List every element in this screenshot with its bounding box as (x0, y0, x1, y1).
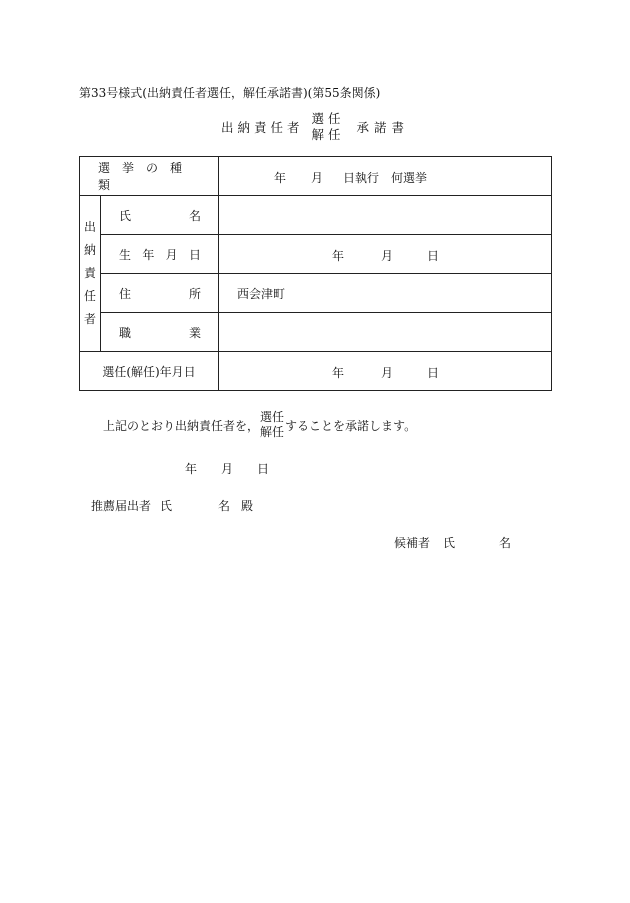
candidate-name-char: 名 (499, 536, 512, 550)
election-type-value-cell[interactable] (219, 157, 552, 196)
appointment-date-row (80, 352, 552, 391)
consent-option-dismiss: 解任 (260, 425, 285, 439)
name-value-cell[interactable] (219, 196, 552, 235)
title-main: 出納責任者 (220, 120, 304, 135)
address-value-cell[interactable] (219, 274, 552, 313)
consent-statement (103, 410, 416, 440)
title-option-appoint: 選任 (311, 111, 345, 126)
address-row (80, 274, 552, 313)
treasurer-char: 出 (83, 220, 96, 234)
birthdate-row (80, 235, 552, 274)
birth-label-char: 年 (142, 247, 155, 262)
recommender-name-char: 名 (218, 499, 231, 513)
appointment-date-value-cell[interactable] (219, 352, 552, 391)
form-number-header: 第33号様式(出納責任者選任，解任承諾書)(第55条関係) (79, 86, 381, 100)
occupation-value-cell[interactable] (219, 313, 552, 352)
title-option-stack (311, 111, 344, 143)
name-label-char: 氏 (119, 208, 132, 223)
election-year-unit: 年 (274, 171, 287, 185)
birth-label-char: 月 (165, 247, 178, 262)
address-value: 西会津町 (237, 286, 286, 301)
election-type-label: 選挙の種類 (98, 161, 195, 192)
birth-month-unit: 月 (381, 249, 394, 263)
title-option-dismiss: 解任 (311, 127, 345, 142)
election-which: 何選挙 (391, 171, 428, 185)
title-tail: 承諾書 (356, 120, 409, 135)
occupation-label-cell (101, 313, 219, 352)
occupation-label-char: 職 (119, 325, 132, 340)
birthdate-label-cell (101, 235, 219, 274)
birth-label-char: 生 (119, 247, 132, 262)
sign-day-unit: 日 (257, 462, 270, 476)
name-row (80, 196, 552, 235)
treasurer-char: 任 (83, 289, 96, 303)
consent-option-stack (260, 410, 284, 440)
consent-before: 上記のとおり出納責任者を， (103, 418, 260, 433)
birthdate-value-cell[interactable] (219, 235, 552, 274)
election-type-label-cell (80, 157, 219, 196)
birth-day-unit: 日 (427, 249, 440, 263)
document-title (0, 111, 630, 143)
election-day-exec: 日執行 (343, 171, 380, 185)
birth-year-unit: 年 (332, 249, 345, 263)
treasurer-char: 者 (83, 312, 96, 326)
appoint-year-unit: 年 (332, 366, 345, 380)
birth-label-char: 日 (188, 247, 201, 262)
consent-form-table (79, 156, 552, 391)
candidate-name-char: 氏 (443, 536, 456, 550)
appointment-date-label-cell (80, 352, 219, 391)
name-label-char: 名 (188, 208, 201, 223)
address-label-cell (101, 274, 219, 313)
treasurer-char: 責 (83, 266, 96, 280)
appointment-date-label: 選任(解任)年月日 (102, 364, 196, 379)
address-label-char: 所 (188, 286, 201, 301)
treasurer-char: 納 (83, 243, 96, 257)
occupation-row (80, 313, 552, 352)
recommender-name-char: 氏 (160, 499, 173, 513)
sign-month-unit: 月 (221, 462, 234, 476)
sign-year-unit: 年 (185, 462, 198, 476)
recommender-label: 推薦届出者 (91, 499, 152, 513)
election-type-row (80, 157, 552, 196)
consent-option-appoint: 選任 (260, 410, 285, 424)
appoint-month-unit: 月 (381, 366, 394, 380)
election-month-unit: 月 (311, 171, 324, 185)
treasurer-group-label (80, 196, 101, 352)
occupation-label-char: 業 (188, 325, 201, 340)
candidate-label: 候補者 (394, 536, 431, 550)
recommender-honorific: 殿 (241, 499, 254, 513)
address-label-char: 住 (119, 286, 132, 301)
appoint-day-unit: 日 (427, 366, 440, 380)
name-label-cell (101, 196, 219, 235)
consent-after: することを承諾します。 (285, 418, 417, 433)
